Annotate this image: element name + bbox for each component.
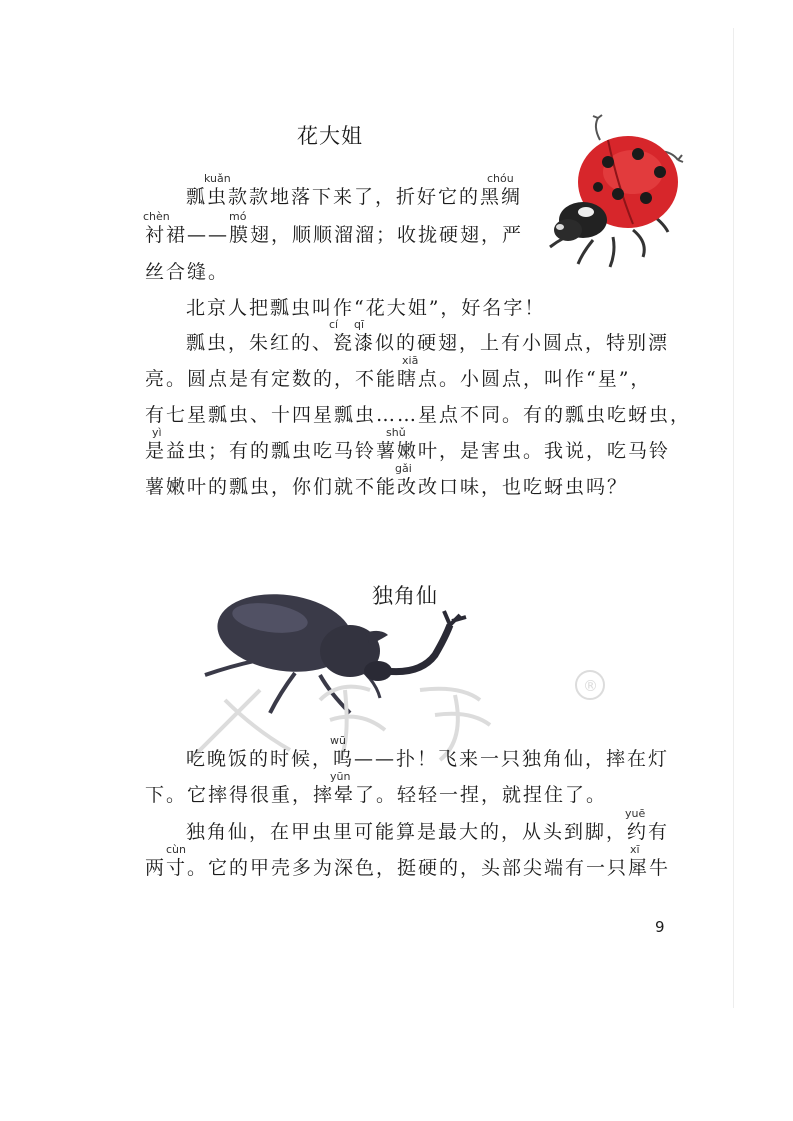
paragraph-line: 独角仙，在甲虫里可能算是最大的，从头到脚，约有: [186, 821, 670, 843]
pinyin-annotation: wū: [330, 734, 346, 747]
registered-mark: ®: [583, 677, 598, 695]
pinyin-annotation: mó: [229, 210, 247, 223]
page-number: 9: [655, 918, 665, 936]
pinyin-annotation: cùn: [166, 843, 186, 856]
paragraph-line: 瓢虫款款地落下来了，折好它的黑绸: [186, 186, 523, 208]
pinyin-annotation: yì: [152, 426, 162, 439]
paragraph-line: 北京人把瓢虫叫作“花大姐”，好名字！: [186, 297, 546, 319]
pinyin-annotation: shǔ: [386, 426, 406, 439]
pinyin-annotation: chóu: [487, 172, 514, 185]
paragraph-line: 两寸。它的甲壳多为深色，挺硬的，头部尖端有一只犀牛: [145, 857, 671, 879]
pinyin-annotation: chèn: [143, 210, 170, 223]
paragraph-line: 瓢虫，朱红的、瓷漆似的硬翅，上有小圆点，特别漂: [186, 332, 670, 354]
pinyin-annotation: qī: [354, 318, 365, 331]
paragraph-line: 是益虫；有的瓢虫吃马铃薯嫩叶，是害虫。我说，吃马铃: [145, 440, 671, 462]
paragraph-line: 薯嫩叶的瓢虫，你们就不能改改口味，也吃蚜虫吗？: [145, 476, 629, 498]
paragraph-line: 亮。圆点是有定数的，不能瞎点。小圆点，叫作“星”，: [145, 368, 652, 390]
section-title-beetle: 独角仙: [372, 584, 438, 608]
pinyin-annotation: gǎi: [395, 462, 412, 475]
rhinoceros-beetle-illustration: [200, 583, 490, 718]
pinyin-annotation: kuǎn: [204, 172, 231, 185]
pinyin-annotation: cí: [329, 318, 339, 331]
paragraph-line: 衬裙——膜翅，顺顺溜溜；收拢硬翅，严: [145, 224, 524, 246]
paragraph-line: 丝合缝。: [145, 261, 230, 283]
pinyin-annotation: xī: [630, 843, 640, 856]
page-edge-line: [733, 28, 734, 1008]
ladybug-illustration: [538, 112, 688, 272]
pinyin-annotation: yuē: [625, 807, 646, 820]
section-title-ladybug: 花大姐: [297, 124, 363, 148]
pinyin-annotation: yūn: [330, 770, 351, 783]
paragraph-line: 下。它摔得很重，摔晕了。轻轻一捏，就捏住了。: [145, 784, 608, 806]
pinyin-annotation: xiā: [402, 354, 419, 367]
paragraph-line: 吃晚饭的时候，呜——扑！飞来一只独角仙，摔在灯: [186, 748, 670, 770]
paragraph-line: 有七星瓢虫、十四星瓢虫……星点不同。有的瓢虫吃蚜虫，: [145, 404, 692, 426]
